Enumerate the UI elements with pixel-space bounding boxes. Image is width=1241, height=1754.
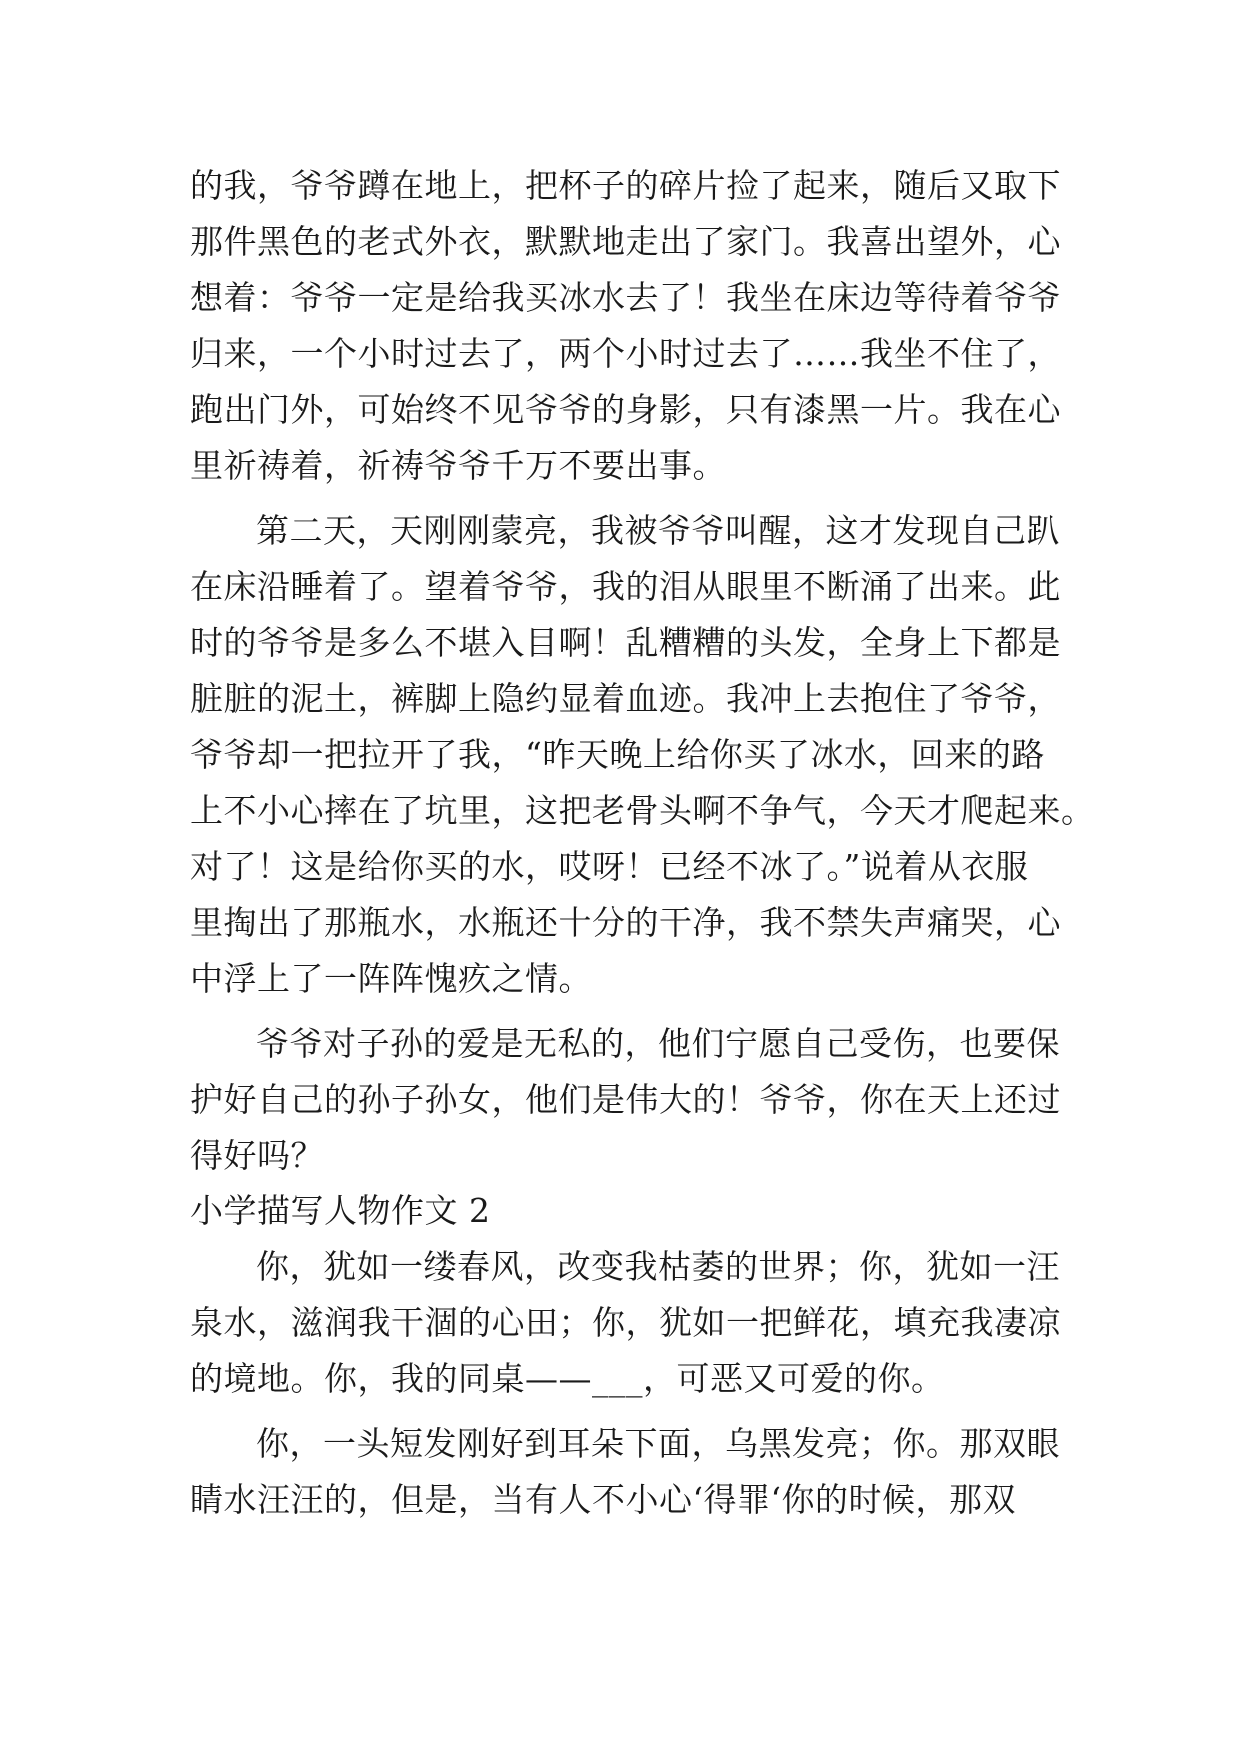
text-line: 中浮上了一阵阵愧疚之情。 (190, 959, 592, 998)
text-line: 爷爷却一把拉开了我，“昨天晚上给你买了冰水，回来的路 (190, 735, 1045, 774)
text-line: 跑出门外，可始终不见爷爷的身影，只有漆黑一片。我在心 (190, 390, 1061, 429)
text-line: 得好吗？ (190, 1136, 324, 1175)
text-line: 第二天，天刚刚蒙亮，我被爷爷叫醒，这才发现自己趴 (256, 511, 1060, 550)
text-line: 里祈祷着，祈祷爷爷千万不要出事。 (190, 446, 726, 485)
text-line: 护好自己的孙子孙女，他们是伟大的！爷爷，你在天上还过 (190, 1080, 1061, 1119)
text-line: 你，犹如一缕春风，改变我枯萎的世界；你，犹如一汪 (256, 1247, 1060, 1286)
text-line: 上不小心摔在了坑里，这把老骨头啊不争气，今天才爬起来。 (190, 791, 1095, 830)
text-line: 的我，爷爷蹲在地上，把杯子的碎片捡了起来，随后又取下 (190, 166, 1061, 205)
text-line: 那件黑色的老式外衣，默默地走出了家门。我喜出望外，心 (190, 222, 1061, 261)
text-line: 睛水汪汪的，但是，当有人不小心‘得罪‘你的时候，那双 (190, 1480, 1016, 1519)
text-line: 脏脏的泥土，裤脚上隐约显着血迹。我冲上去抱住了爷爷， (190, 679, 1061, 718)
text-line: 在床沿睡着了。望着爷爷，我的泪从眼里不断涌了出来。此 (190, 567, 1061, 606)
text-line: 时的爷爷是多么不堪入目啊！乱糟糟的头发，全身上下都是 (190, 623, 1061, 662)
text-line: 想着：爷爷一定是给我买冰水去了！我坐在床边等待着爷爷 (190, 278, 1061, 317)
text-line: 对了！这是给你买的水，哎呀！已经不冰了。”说着从衣服 (190, 847, 1029, 886)
text-line: 的境地。你，我的同桌——___，可恶又可爱的你。 (190, 1359, 945, 1398)
section-heading: 小学描写人物作文 2 (190, 1191, 491, 1230)
text-line: 爷爷对子孙的爱是无私的，他们宁愿自己受伤，也要保 (256, 1024, 1060, 1063)
text-line: 归来，一个小时过去了，两个小时过去了……我坐不住了， (190, 334, 1061, 373)
text-line: 你，一头短发刚好到耳朵下面，乌黑发亮；你。那双眼 (256, 1424, 1060, 1463)
text-line: 里掏出了那瓶水，水瓶还十分的干净，我不禁失声痛哭，心 (190, 903, 1061, 942)
text-line: 泉水，滋润我干涸的心田；你，犹如一把鲜花，填充我凄凉 (190, 1303, 1061, 1342)
